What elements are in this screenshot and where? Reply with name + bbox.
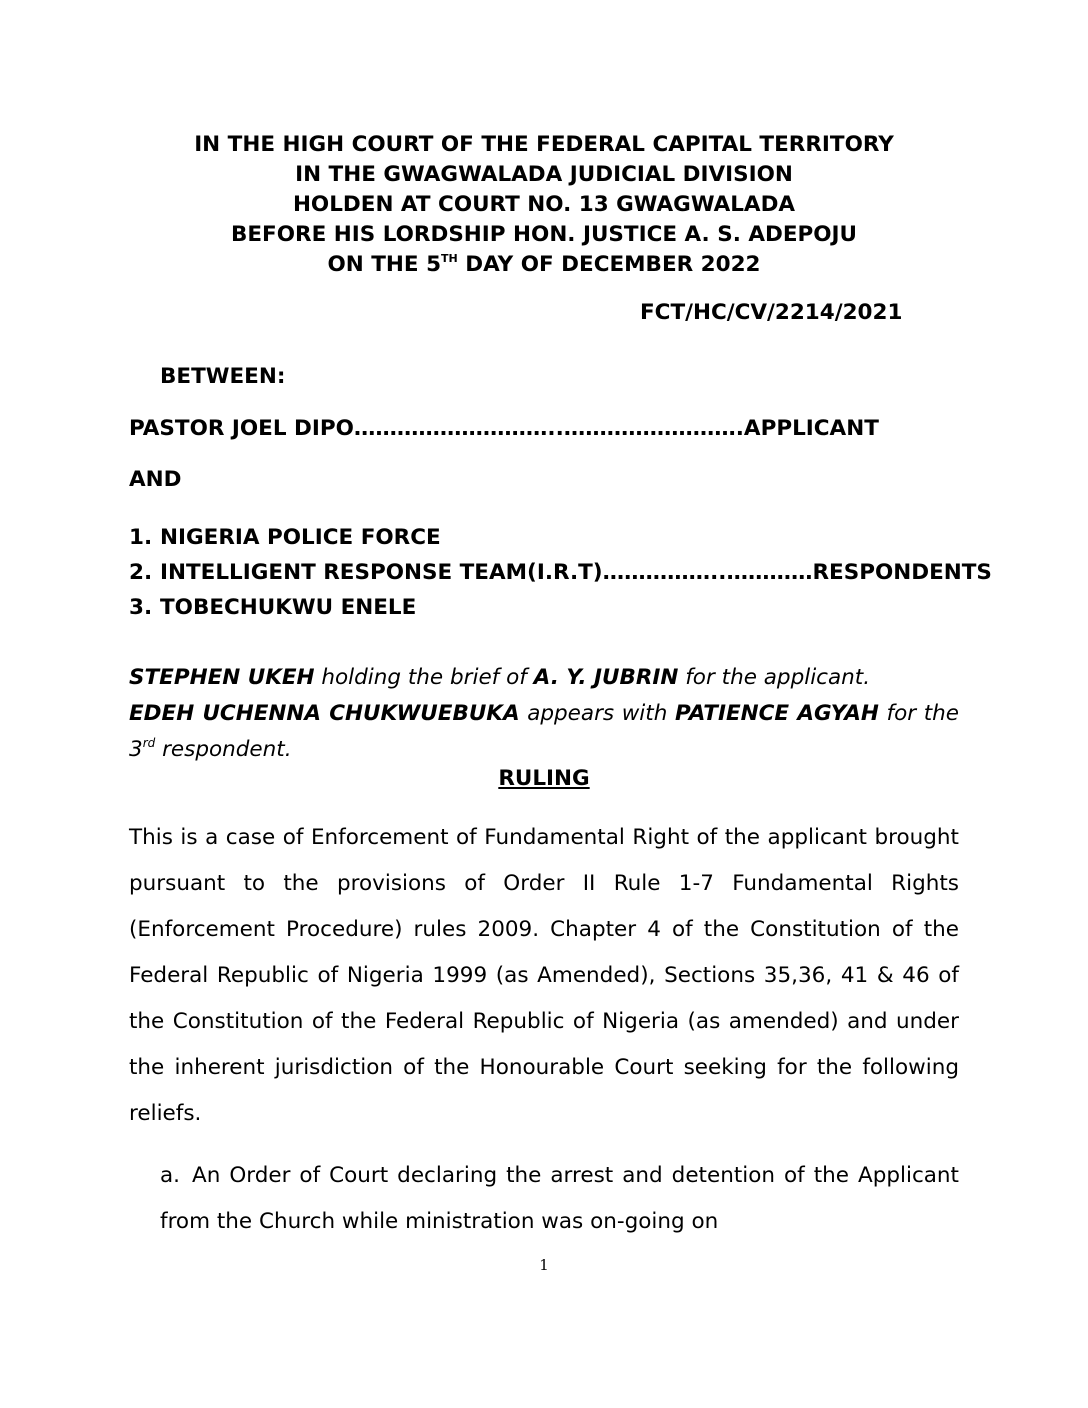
- applicant-line: PASTOR JOEL DIPO………………………..…………………….APPLICANT: [129, 416, 879, 441]
- court-header: [0, 130, 1088, 280]
- list-item: 2. INTELLIGENT RESPONSE TEAM(I.R.T)……………..…………RESPONDENTS: [129, 560, 992, 585]
- header-line-holden: HOLDEN AT COURT NO. 13 GWAGWALADA: [292, 192, 796, 217]
- between-label: BETWEEN:: [160, 364, 286, 389]
- and-label: AND: [129, 467, 182, 492]
- page-number: 1: [539, 1256, 549, 1274]
- header-line-division: IN THE GWAGWALADA JUDICIAL DIVISION: [295, 162, 793, 187]
- list-item: 3. TOBECHUKWU ENELE: [129, 595, 417, 620]
- suit-number: FCT/HC/CV/2214/2021: [640, 300, 903, 325]
- relief-text: An Order of Court declaring the arrest and detention of the Applicant from the Church while ministration was on-going on: [160, 1163, 959, 1234]
- relief-item: [160, 1153, 959, 1245]
- respondents-list: [129, 520, 992, 625]
- list-item: 1. NIGERIA POLICE FORCE: [129, 525, 441, 550]
- relief-marker: a.: [160, 1163, 181, 1188]
- body-paragraph: This is a case of Enforcement of Fundamental Right of the applicant brought pursuant to the provisions of Order II Rule 1-7 Fundamental Rights (Enforcement Procedure) rules 2009. Chapter 4 of the Constitution of the Federal Republic of Nigeria 1999 (as Amended), Sections 35,36, 41 & 46 of the Constitution of the Federal Republic of Nigeria (as amended) and under the inherent jurisdiction of the Honourable Court seeking for the following reliefs.: [129, 825, 959, 1126]
- appearances-paragraph: STEPHEN UKEH holding the brief of A. Y. JUBRIN for the applicant. EDEH UCHENNA CHUKWUEBUKA appears with PATIENCE AGYAH for the 3rd respondent.: [129, 665, 959, 762]
- header-line-judge: BEFORE HIS LORDSHIP HON. JUSTICE A. S. ADEPOJU: [230, 222, 858, 247]
- header-line-court: IN THE HIGH COURT OF THE FEDERAL CAPITAL TERRITORY: [194, 132, 894, 157]
- header-line-date: ON THE 5TH DAY OF DECEMBER 2022: [327, 252, 761, 277]
- ruling-heading: RULING: [498, 766, 590, 791]
